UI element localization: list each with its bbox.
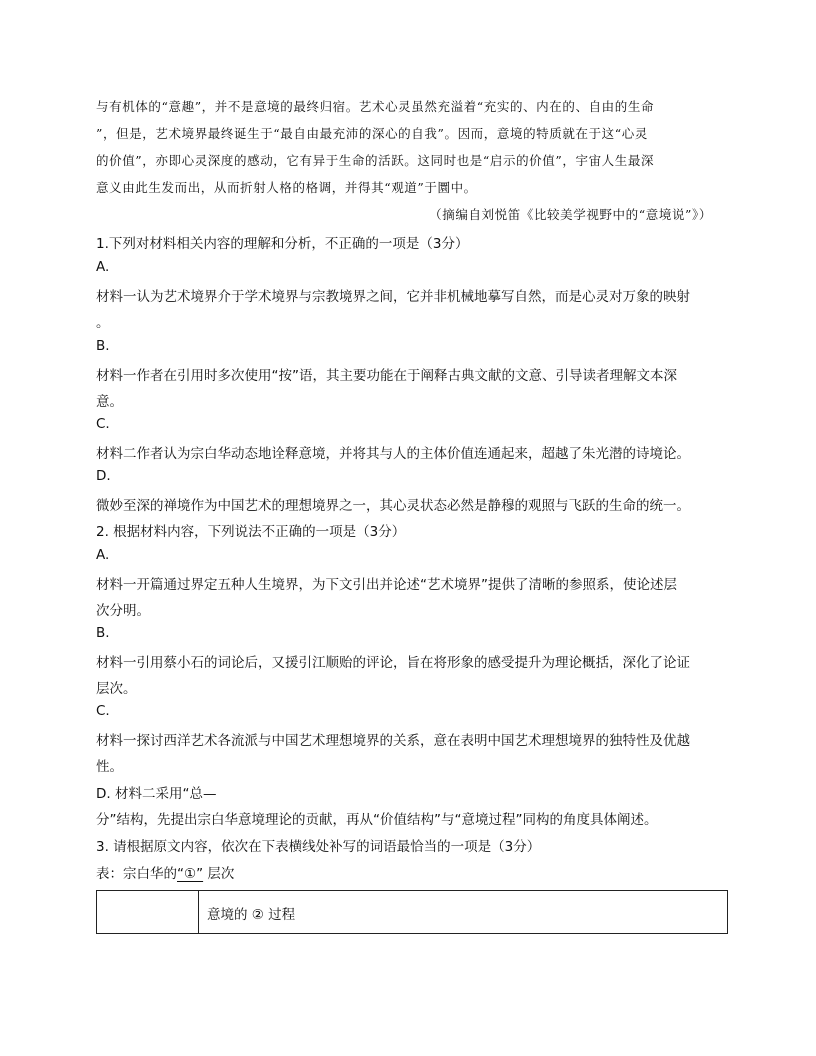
q1-option-b-label: B. [96,338,110,354]
q1-option-d-text-1: 微妙至深的禅境作为中国艺术的理想境界之一，其心灵状态必然是静穆的观照与飞跃的生命的统一。 [96,498,690,514]
q2-option-b-text-2: 层次。 [96,681,137,697]
q3-table-caption-suffix: 层次 [203,866,235,882]
q3-table-caption-prefix: 表：宗白华的 [96,866,177,882]
q2-option-a-text-1: 材料一开篇通过界定五种人生境界，为下文引出并论述“艺术境界”提供了清晰的参照系，使论述层 [96,577,677,593]
q2-option-c-text-1: 材料一探讨西洋艺术各流派与中国艺术理想境界的关系，意在表明中国艺术理想境界的独特性及优越 [96,733,690,749]
passage-line-3: 的价值”，亦即心灵深度的感动，它有异于生命的活跃。这同时也是“启示的价值”，宇宙人生最深 [96,153,655,168]
passage-source: （摘编自刘悦笛《比较美学视野中的“意境说”》） [429,207,712,222]
q1-stem: 1.下列对材料相关内容的理解和分析，不正确的一项是（3分） [96,236,469,252]
q1-option-d-label: D. [96,468,111,484]
q2-stem: 2. 根据材料内容，下列说法不正确的一项是（3分） [96,524,406,540]
q2-option-a-label: A. [96,547,110,563]
q1-option-c-label: C. [96,416,110,432]
passage-line-4: 意义由此生发而出，从而折射人格的格调，并得其“观道”于圜中。 [96,180,477,195]
passage-line-2: ”，但是，艺术境界最终诞生于“最自由最充沛的深心的自我”。因而，意境的特质就在于这“心灵 [96,126,648,141]
q1-option-b-text-1: 材料一作者在引用时多次使用“按”语，其主要功能在于阐释古典文献的文意、引导读者理解文本深 [96,368,677,384]
q3-table-caption-blank: “①” [177,866,204,882]
q2-option-c-text-2: 性。 [96,759,123,775]
q2-option-d-text-2: 分”结构，先提出宗白华意境理论的贡献，再从“价值结构”与“意境过程”同构的角度具体阐述。 [96,812,658,828]
q1-option-a-text-2: 。 [96,315,110,331]
q1-option-a-text-1: 材料一认为艺术境界介于学术境界与宗教境界之间，它并非机械地摹写自然，而是心灵对万象的映射 [96,289,690,305]
q2-option-b-label: B. [96,625,110,641]
q3-stem: 3. 请根据原文内容，依次在下表横线处补写的词语最恰当的一项是（3分） [96,839,541,855]
q3-table [96,890,728,934]
q3-table-row-cell: 意境的 ② 过程 [207,907,296,923]
q2-option-c-label: C. [96,703,110,719]
q3-table-header-cell [97,891,199,933]
passage-line-1: 与有机体的“意趣”，并不是意境的最终归宿。艺术心灵虽然充溢着“充实的、内在的、自由的生命 [96,99,655,114]
q1-option-b-text-2: 意。 [96,394,123,410]
q2-option-b-text-1: 材料一引用蔡小石的词论后，又援引江顺贻的评论，旨在将形象的感受提升为理论概括，深化了论证 [96,655,690,671]
q1-option-c-text-1: 材料二作者认为宗白华动态地诠释意境，并将其与人的主体价值连通起来，超越了朱光潜的诗境论。 [96,446,690,462]
q2-option-d-text-1: D. 材料二采用“总— [96,786,217,802]
q2-option-a-text-2: 次分明。 [96,603,150,619]
q1-option-a-label: A. [96,259,110,275]
q3-table-caption [96,862,234,882]
